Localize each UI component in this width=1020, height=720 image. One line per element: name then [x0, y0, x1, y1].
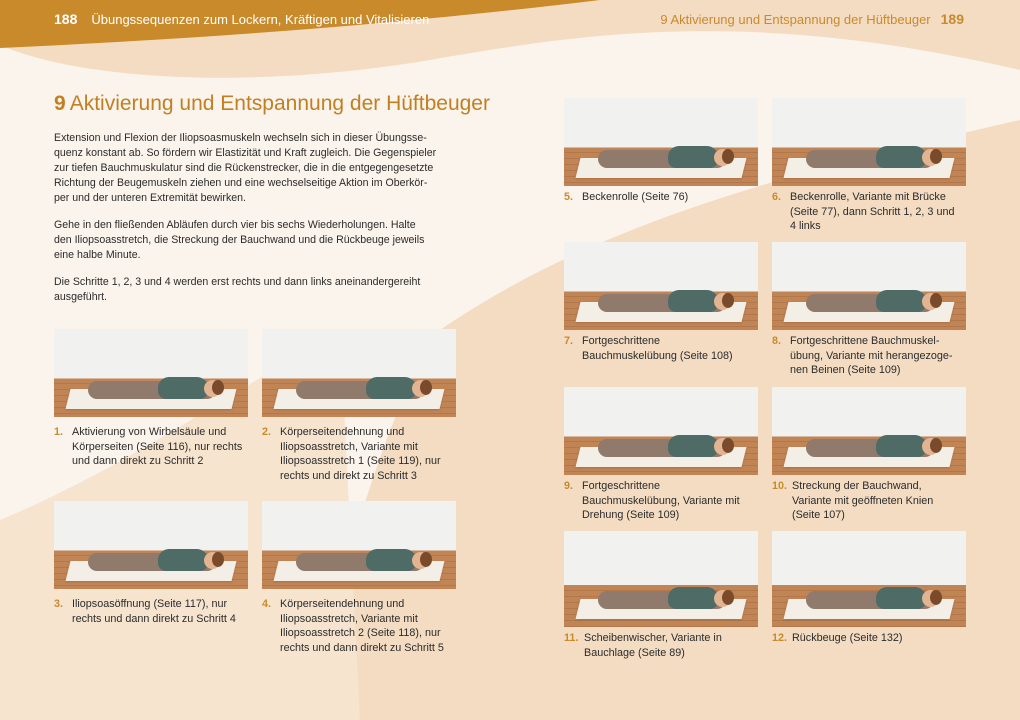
step-number: 2. [262, 426, 272, 438]
step-caption-2 [262, 425, 462, 483]
step-caption-9 [564, 479, 764, 523]
right-running-title: 9 Aktivierung und Entspannung der Hüftbeuger [660, 12, 931, 27]
exercise-photo-12 [772, 531, 966, 627]
step-number: 9. [564, 480, 574, 492]
section-title [54, 92, 490, 116]
step-number: 11. [564, 632, 579, 644]
step-caption-3 [54, 597, 254, 626]
exercise-photo-9 [564, 387, 758, 475]
step-number: 10. [772, 480, 788, 492]
step-number: 12. [772, 632, 788, 644]
step-card-1 [54, 329, 254, 469]
intro-paragraph-1 [54, 131, 470, 206]
caption-line: Rückbeuge (Seite 132) [792, 632, 903, 644]
exercise-photo-8 [772, 242, 966, 330]
caption-line: Fortgeschrittene Bauchmuskel- [790, 335, 940, 347]
caption-line: 4 links [790, 220, 821, 232]
step-card-4 [262, 501, 462, 655]
step-caption-7 [564, 334, 764, 363]
caption-line: und dann direkt zu Schritt 2 [72, 455, 204, 467]
step-number: 3. [54, 598, 64, 610]
caption-line: (Seite 77), dann Schritt 1, 2, 3 und [790, 205, 955, 218]
step-caption-12 [772, 631, 972, 646]
intro-paragraph-2 [54, 218, 470, 263]
exercise-photo-5 [564, 98, 758, 186]
caption-line: Körperseitendehnung und [280, 598, 405, 610]
caption-line: Körperseitendehnung und [280, 426, 405, 438]
step-caption-5 [564, 190, 764, 205]
step-caption-6 [772, 190, 972, 234]
step-card-7 [564, 242, 764, 363]
step-number: 4. [262, 598, 272, 610]
step-caption-10 [772, 479, 972, 523]
step-card-10 [772, 387, 972, 523]
left-page-number: 188 [54, 11, 78, 27]
paragraph-line: Extension und Flexion der Iliopsoasmuskeln wechseln sich in dieser Übungsse- [54, 132, 427, 144]
step-number: 1. [54, 426, 64, 438]
paragraph-line: zur tiefen Bauchmuskulatur sind die Rückenstrecker, die in die entgegengesetzte [54, 162, 434, 174]
step-caption-11 [564, 631, 764, 660]
paragraph-line: quenz konstant ab. So fördern wir Elastizität und Kraft zugleich. Die Gegenspieler [54, 147, 437, 159]
caption-line: Variante mit geöffneten Knien [792, 494, 934, 507]
caption-line: übung, Variante mit herangezoge- [790, 349, 953, 362]
left-running-title: Übungssequenzen zum Lockern, Kräftigen und Vitalisieren [91, 12, 430, 27]
step-caption-8 [772, 334, 972, 378]
section-number: 9 [54, 92, 66, 115]
step-caption-4 [262, 597, 462, 655]
exercise-photo-6 [772, 98, 966, 186]
exercise-photo-3 [54, 501, 248, 589]
step-number: 5. [564, 191, 574, 203]
left-page-header [54, 11, 429, 27]
caption-line: Fortgeschrittene [582, 480, 661, 492]
right-page-number: 189 [940, 11, 964, 27]
caption-line: Fortgeschrittene [582, 335, 661, 347]
caption-line: Scheibenwischer, Variante in [584, 632, 722, 644]
exercise-photo-2 [262, 329, 456, 417]
caption-line: Bauchmuskelübung (Seite 108) [582, 349, 733, 362]
exercise-photo-4 [262, 501, 456, 589]
step-card-2 [262, 329, 462, 483]
paragraph-line: ausgeführt. [54, 291, 108, 303]
caption-line: Körperseiten (Seite 116), nur rechts [72, 440, 243, 453]
caption-line: Iliopsoasöffnung (Seite 117), nur [72, 598, 228, 610]
exercise-photo-1 [54, 329, 248, 417]
caption-line: rechts und dann direkt zu Schritt 4 [72, 612, 236, 625]
step-card-8 [772, 242, 972, 378]
caption-line: Beckenrolle, Variante mit Brücke [790, 191, 946, 203]
step-number: 6. [772, 191, 782, 203]
caption-line: Bauchlage (Seite 89) [584, 646, 685, 659]
paragraph-line: Die Schritte 1, 2, 3 und 4 werden erst rechts und dann links aneinandergereiht [54, 276, 421, 288]
caption-line: Beckenrolle (Seite 76) [582, 191, 689, 203]
caption-line: Drehung (Seite 109) [582, 509, 680, 521]
caption-line: Aktivierung von Wirbelsäule und [72, 426, 227, 438]
section-title-text: Aktivierung und Entspannung der Hüftbeuger [69, 92, 490, 115]
step-caption-1 [54, 425, 254, 469]
caption-line: Iliopsoasstretch 1 (Seite 119), nur [280, 455, 441, 467]
step-card-5 [564, 98, 764, 205]
paragraph-line: Richtung der Beugemuskeln ziehen und eine wechselseitige Aktion im Oberkör- [54, 177, 428, 189]
step-number: 7. [564, 335, 574, 347]
caption-line: rechts und dann direkt zu Schritt 5 [280, 641, 444, 654]
paragraph-line: per und der unteren Extremität bewirken. [54, 192, 246, 204]
caption-line: Iliopsoasstretch 2 (Seite 118), nur [280, 627, 441, 639]
step-card-11 [564, 531, 764, 660]
step-card-12 [772, 531, 972, 646]
caption-line: Iliopsoasstretch, Variante mit [280, 612, 418, 625]
caption-line: Streckung der Bauchwand, [792, 480, 922, 492]
exercise-photo-7 [564, 242, 758, 330]
caption-line: Iliopsoasstretch, Variante mit [280, 440, 418, 453]
exercise-photo-11 [564, 531, 758, 627]
step-card-3 [54, 501, 254, 626]
caption-line: nen Beinen (Seite 109) [790, 364, 901, 376]
paragraph-line: eine halbe Minute. [54, 249, 141, 261]
caption-line: (Seite 107) [792, 509, 845, 521]
paragraph-line: Gehe in den fließenden Abläufen durch vier bis sechs Wiederholungen. Halte [54, 219, 416, 231]
right-page-header [660, 11, 964, 27]
exercise-photo-10 [772, 387, 966, 475]
caption-line: Bauchmuskelübung, Variante mit [582, 494, 740, 507]
step-card-6 [772, 98, 972, 234]
step-number: 8. [772, 335, 782, 347]
step-card-9 [564, 387, 764, 523]
intro-paragraph-3 [54, 275, 470, 305]
paragraph-line: den Iliopsoasstretch, die Streckung der Bauchwand und die Rückbeuge jeweils [54, 234, 425, 246]
caption-line: rechts und direkt zu Schritt 3 [280, 469, 417, 482]
